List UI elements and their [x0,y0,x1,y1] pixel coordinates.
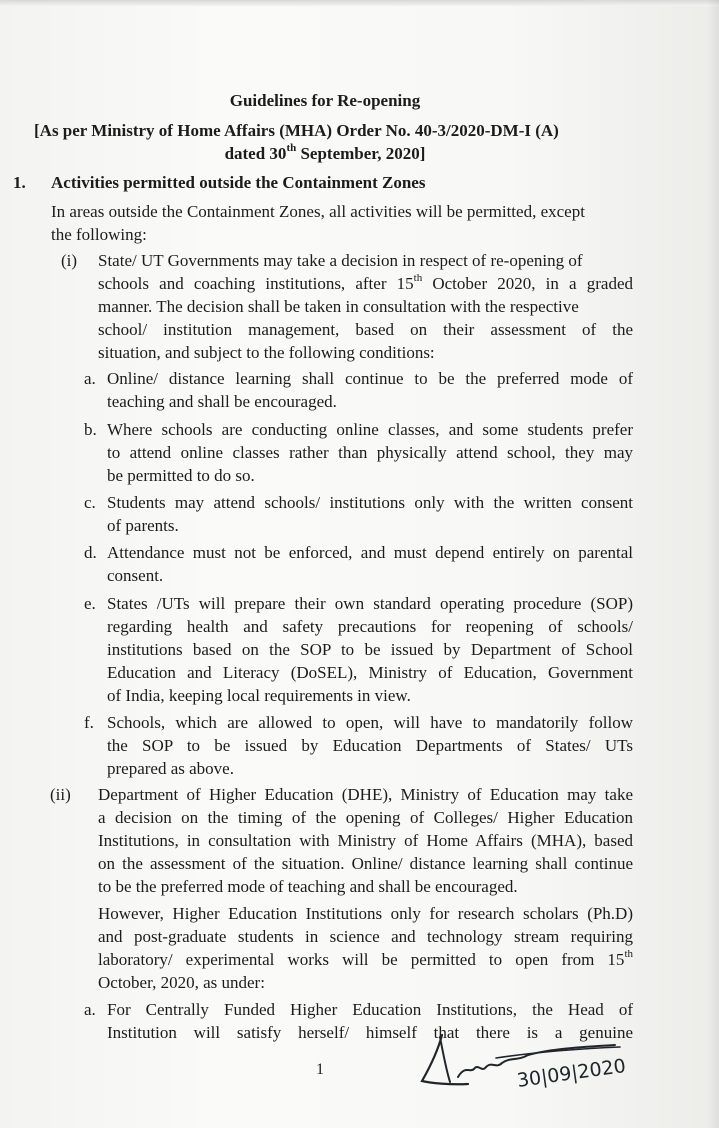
clause-line: Department of Higher Education (DHE), Ministry of Education may take [98,785,633,804]
clause-line: schools and coaching institutions, after 15th October 2020, in a graded [98,272,633,293]
item-line: of India, keeping local requirements in view. [107,686,411,705]
item-line: institutions based on the SOP to be issued by Department of School [107,640,633,659]
item-line: the SOP to be issued by Education Departments of States/ UTs [107,736,633,755]
item-line: be permitted to do so. [107,466,255,485]
item-label: f. [84,713,94,732]
page-right-shadow [707,0,719,1128]
clause-line: a decision on the timing of the opening of Colleges/ Higher Education [98,808,633,827]
clause-line: school/ institution management, based on their assessment of the [98,320,633,339]
clause-line: manner. The decision shall be taken in consultation with the respective [98,297,579,316]
item-line: Attendance must not be enforced, and must depend entirely on parental [107,543,633,562]
clause-line: State/ UT Governments may take a decision in respect of re-opening of [98,251,583,270]
item-line: States /UTs will prepare their own standard operating procedure (SOP) [107,594,633,613]
intro-line: the following: [51,225,147,244]
page-number: 1 [316,1061,324,1078]
section-number: 1. [13,173,26,192]
clause-line: on the assessment of the situation. Online/ distance learning shall continue [98,854,633,873]
item-line: For Centrally Funded Higher Education Institutions, the Head of [107,1000,633,1019]
item-line: of parents. [107,516,179,535]
clause-line: Institutions, in consultation with Ministry of Home Affairs (MHA), based [98,831,633,850]
item-line: Education and Literacy (DoSEL), Ministry of Education, Government [107,663,633,682]
item-line: Online/ distance learning shall continue to be the preferred mode of [107,369,633,388]
item-line: to attend online classes rather than physically attend school, they may [107,443,633,462]
intro-line: In areas outside the Containment Zones, all activities will be permitted, except [51,202,585,221]
clause-line: However, Higher Education Institutions only for research scholars (Ph.D) [98,904,633,923]
clause-line: and post-graduate students in science and technology stream requiring [98,927,633,946]
page-top-edge [0,0,719,6]
clause-label: (ii) [50,785,71,804]
clause-line: laboratory/ experimental works will be permitted to open from 15th [98,948,633,969]
item-line: Students may attend schools/ institutions only with the written consent [107,493,633,512]
item-line: Schools, which are allowed to open, will have to mandatorily follow [107,713,633,732]
item-label: d. [84,543,97,562]
doc-subtitle-line2: dated 30th September, 2020] [224,142,426,163]
item-label: c. [84,493,96,512]
doc-title: Guidelines for Re-opening [229,91,421,110]
section-heading: Activities permitted outside the Containment Zones [51,173,426,192]
item-line: teaching and shall be encouraged. [107,392,337,411]
doc-subtitle-line1: [As per Ministry of Home Affairs (MHA) Order No. 40-3/2020-DM-I (A) [34,121,559,140]
clause-line: situation, and subject to the following conditions: [98,343,435,362]
item-label: a. [84,369,96,388]
signature-date: 30|09|2020 [515,1054,628,1092]
clause-line: to be the preferred mode of teaching and shall be encouraged. [98,877,518,896]
handwritten-signature-icon [410,1025,650,1115]
item-line: Institution will satisfy herself/ himself that there is a genuine [107,1023,633,1042]
item-label: a. [84,1000,96,1019]
item-line: Where schools are conducting online classes, and some students prefer [107,420,633,439]
clause-line: October, 2020, as under: [98,973,265,992]
item-line: consent. [107,566,164,585]
item-label: b. [84,420,97,439]
clause-label: (i) [61,251,78,270]
item-line: prepared as above. [107,759,234,778]
item-line: regarding health and safety precautions for reopening of schools/ [107,617,633,636]
item-label: e. [84,594,96,613]
